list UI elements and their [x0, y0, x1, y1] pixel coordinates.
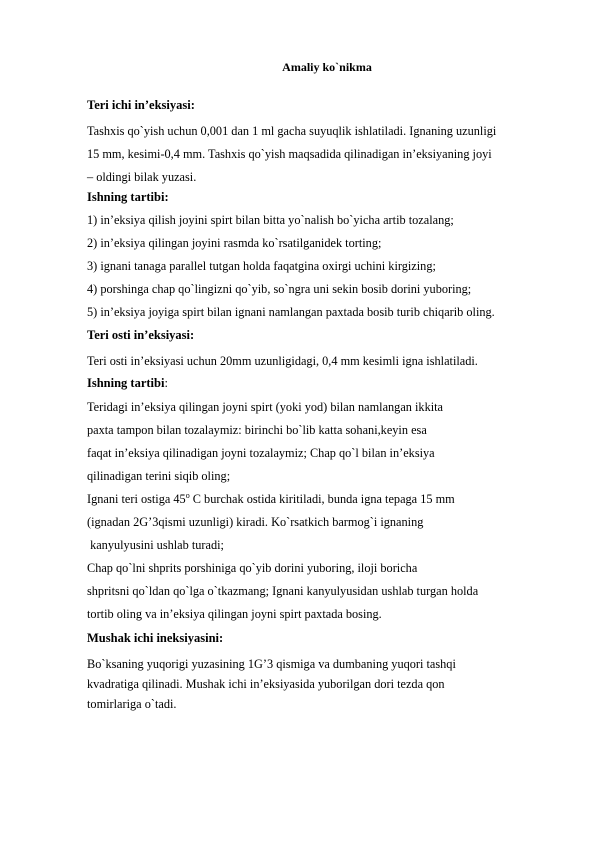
step-item: 1) in’eksiya qilish joyini spirt bilan bitta yo`nalish bo`yicha artib tozalang; — [87, 213, 454, 227]
paragraph-line: qilinadigan terini siqib oling; — [87, 469, 231, 483]
degree-superscript: o — [185, 490, 190, 500]
paragraph-line: – oldingi bilak yuzasi. — [87, 170, 197, 184]
step-item: 5) in’eksiya joyiga spirt bilan ignani namlangan paxtada bosib turib chiqarib oling. — [87, 305, 495, 319]
paragraph-line: shpritsni qo`ldan qo`lga o`tkazmang; Ignani kanyulyusidan ushlab turgan holda — [87, 584, 479, 598]
steps-heading: Ishning tartibi: — [87, 190, 169, 204]
paragraph-line: Teridagi in’eksiya qilingan joyni spirt (yoki yod) bilan namlangan ikkita — [87, 400, 444, 414]
paragraph-line — [87, 492, 455, 507]
step-item: 2) in’eksiya qilingan joyini rasmda ko`rsatilganidek torting; — [87, 236, 382, 250]
paragraph-line: Chap qo`lni shprits porshiniga qo`yib dorini yuboring, iloji boricha — [87, 561, 418, 575]
angle-text-after: C burchak ostida kiritiladi, bunda igna tepaga 15 mm — [189, 492, 455, 506]
paragraph-line: Teri osti in’eksiyasi uchun 20mm uzunligidagi, 0,4 mm kesimli igna ishlatiladi. — [87, 354, 478, 368]
step-item: 3) ignani tanaga parallel tutgan holda faqatgina oxirgi uchini kirgizing; — [87, 259, 436, 273]
paragraph-line: tomirlariga o`tadi. — [87, 697, 177, 711]
paragraph-line: faqat in’eksiya qilinadigan joyni tozalaymiz; Chap qo`l bilan in’eksiya — [87, 446, 435, 460]
section-heading-subcutaneous: Teri osti in’eksiyasi: — [87, 328, 195, 342]
page-title: Amaliy ko`nikma — [282, 60, 372, 74]
paragraph-line: tortib oling va in’eksiya qilingan joyni spirt paxtada bosing. — [87, 607, 382, 621]
steps-heading-colon: : — [164, 376, 168, 390]
paragraph-line: Tashxis qo`yish uchun 0,001 dan 1 ml gacha suyuqlik ishlatiladi. Ignaning uzunligi — [87, 124, 497, 138]
paragraph-line: kvadratiga qilinadi. Mushak ichi in’eksiyasida yuborilgan dori tezda qon — [87, 677, 445, 691]
paragraph-line: Bo`ksaning yuqorigi yuzasining 1G’3 qismiga va dumbaning yuqori tashqi — [87, 657, 456, 671]
section-heading-intradermal: Teri ichi in’eksiyasi: — [87, 98, 195, 112]
angle-text-before: Ignani teri ostiga 45 — [87, 492, 186, 506]
step-item: 4) porshinga chap qo`lingizni qo`yib, so`ngra uni sekin bosib dorini yuboring; — [87, 282, 472, 296]
steps-heading-text: Ishning tartibi — [87, 376, 165, 390]
section-heading-intramuscular: Mushak ichi ineksiyasini: — [87, 631, 224, 645]
paragraph-line: paxta tampon bilan tozalaymiz: birinchi bo`lib katta sohani,keyin esa — [87, 423, 427, 437]
paragraph-line: 15 mm, kesimi-0,4 mm. Tashxis qo`yish maqsadida qilinadigan in’eksiyaning joyi — [87, 147, 492, 161]
paragraph-line: kanyulyusini ushlab turadi; — [87, 538, 224, 552]
paragraph-line: (ignadan 2G’3qismi uzunligi) kiradi. Ko`rsatkich barmog`i ignaning — [87, 515, 424, 529]
steps-heading — [87, 376, 168, 391]
